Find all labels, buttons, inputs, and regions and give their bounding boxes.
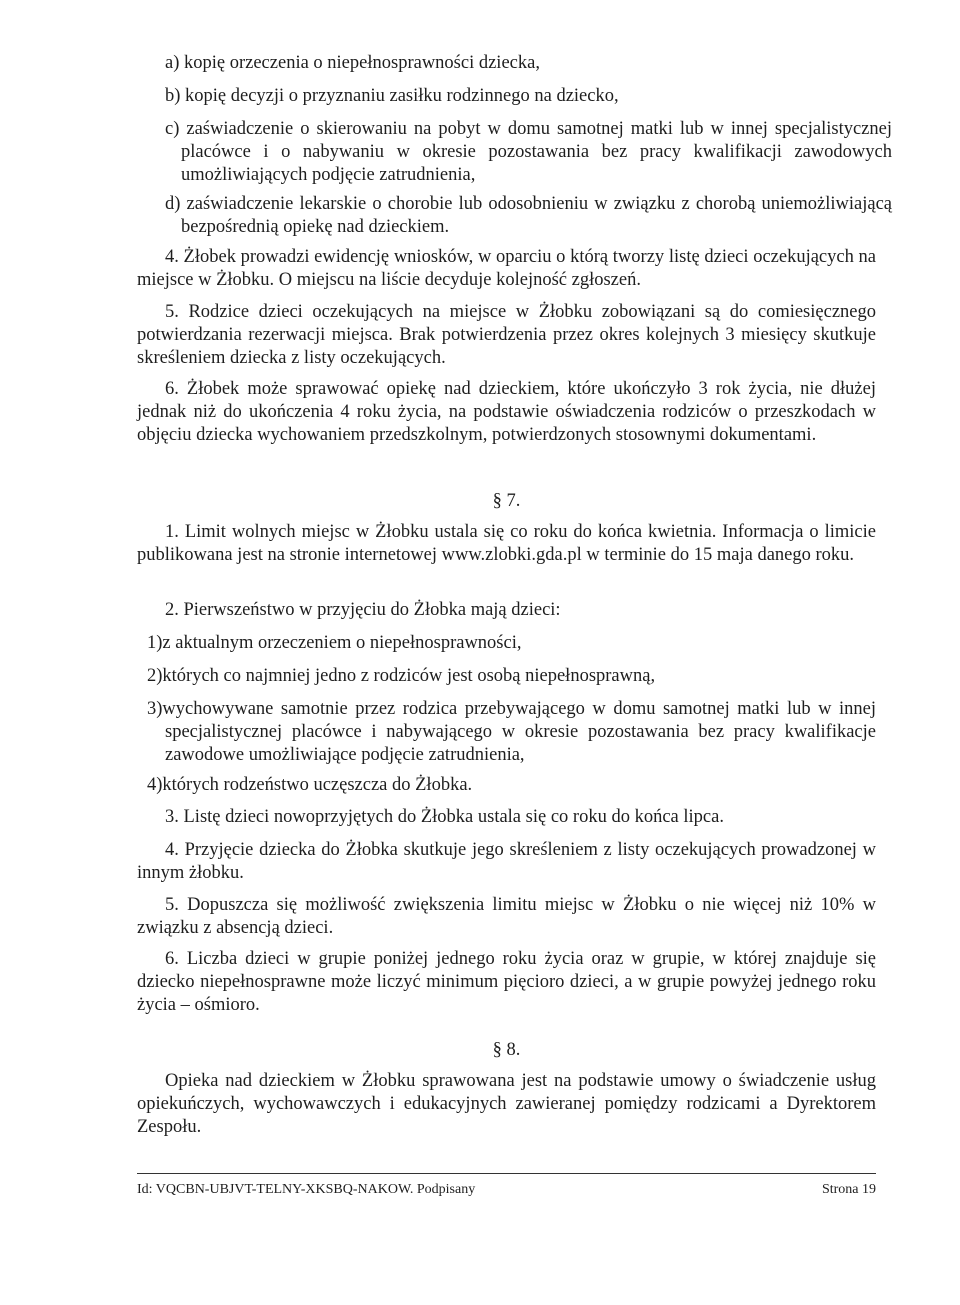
section-7-paragraph-3: 3. Listę dzieci nowoprzyjętych do Żłobka ustala się co roku do końca lipca. bbox=[165, 807, 724, 827]
paragraph-5: 5. Rodzice dzieci oczekujących na miejsce w Żłobku zobowiązani są do comiesięcznego potwierdzania rezerwacji miejsca. Brak potwierdzenia przez okres kolejnych 3 miesięcy skutkuje skreśleniem dziecka z listy oczekujących. bbox=[137, 302, 876, 368]
section-7-item-4: 4)których rodzeństwo uczęszcza do Żłobka. bbox=[147, 775, 473, 795]
page-footer bbox=[137, 1181, 876, 1199]
section-7-item-1: 1)z aktualnym orzeczeniem o niepełnosprawności, bbox=[147, 633, 522, 653]
section-8-heading: § 8. bbox=[492, 1040, 521, 1060]
paragraph-6: 6. Żłobek może sprawować opiekę nad dzieckiem, które ukończyło 3 rok życia, nie dłużej jednak niż do ukończenia 4 roku życia, na podstawie oświadczenia rodziców o przeszkodach w objęciu dziecka wychowaniem przedszkolnym, potwierdzonych stosownymi dokumentami. bbox=[137, 379, 876, 445]
section-7-heading: § 7. bbox=[492, 491, 521, 511]
list-item-c: c) zaświadczenie o skierowaniu na pobyt w domu samotnej matki lub w innej specjalistycznej placówce i o nabywaniu w okresie pozostawania bez pracy kwalifikacji zawodowych umożliwiających podjęcie zatrudnienia, bbox=[165, 119, 892, 185]
section-7-item-2: 2)których co najmniej jedno z rodziców jest osobą niepełnosprawną, bbox=[147, 666, 656, 686]
document-id: Id: VQCBN-UBJVT-TELNY-XKSBQ-NAKOW. Podpisany bbox=[137, 1182, 476, 1197]
section-7-paragraph-4: 4. Przyjęcie dziecka do Żłobka skutkuje jego skreśleniem z listy oczekujących prowadzonej w innym żłobku. bbox=[137, 840, 876, 883]
page-number: Strona 19 bbox=[821, 1182, 876, 1197]
section-7-paragraph-6: 6. Liczba dzieci w grupie poniżej jednego roku życia oraz w grupie, w której znajduje się dziecko niepełnosprawne może liczyć minimum pięcioro dzieci, a w grupie powyżej jednego roku życia – ośmioro. bbox=[137, 949, 876, 1015]
section-8-paragraph-1: Opieka nad dzieckiem w Żłobku sprawowana jest na podstawie umowy o świadczenie usług opiekuńczych, wychowawczych i edukacyjnych zawieranej pomiędzy rodzicami a Dyrektorem Zespołu. bbox=[137, 1071, 876, 1137]
section-7-paragraph-2: 2. Pierwszeństwo w przyjęciu do Żłobka mają dzieci: bbox=[165, 600, 561, 620]
section-7-item-3: 3)wychowywane samotnie przez rodzica przebywającego w domu samotnej matki lub w innej specjalistycznej placówce i nabywającego w okresie pozostawania bez pracy kwalifikacje zawodowe umożliwiające podjęcie zatrudnienia, bbox=[147, 699, 876, 765]
section-7-paragraph-5: 5. Dopuszcza się możliwość zwiększenia limitu miejsc w Żłobku o nie więcej niż 10% w związku z absencją dzieci. bbox=[137, 895, 876, 938]
list-item-d: d) zaświadczenie lekarskie o chorobie lub odosobnieniu w związku z chorobą uniemożliwiającą bezpośrednią opiekę nad dzieckiem. bbox=[165, 194, 892, 237]
list-item-a: a) kopię orzeczenia o niepełnosprawności dziecka, bbox=[165, 53, 540, 73]
section-7-paragraph-1: 1. Limit wolnych miejsc w Żłobku ustala się co roku do końca kwietnia. Informacja o limicie publikowana jest na stronie internetowej www.zlobki.gda.pl w terminie do 15 maja danego roku. bbox=[137, 522, 876, 565]
list-item-b: b) kopię decyzji o przyznaniu zasiłku rodzinnego na dziecko, bbox=[165, 86, 619, 106]
footer-divider bbox=[137, 1173, 876, 1174]
paragraph-4: 4. Żłobek prowadzi ewidencję wniosków, w oparciu o którą tworzy listę dzieci oczekujących na miejsce w Żłobku. O miejscu na liście decyduje kolejność zgłoszeń. bbox=[137, 247, 876, 290]
